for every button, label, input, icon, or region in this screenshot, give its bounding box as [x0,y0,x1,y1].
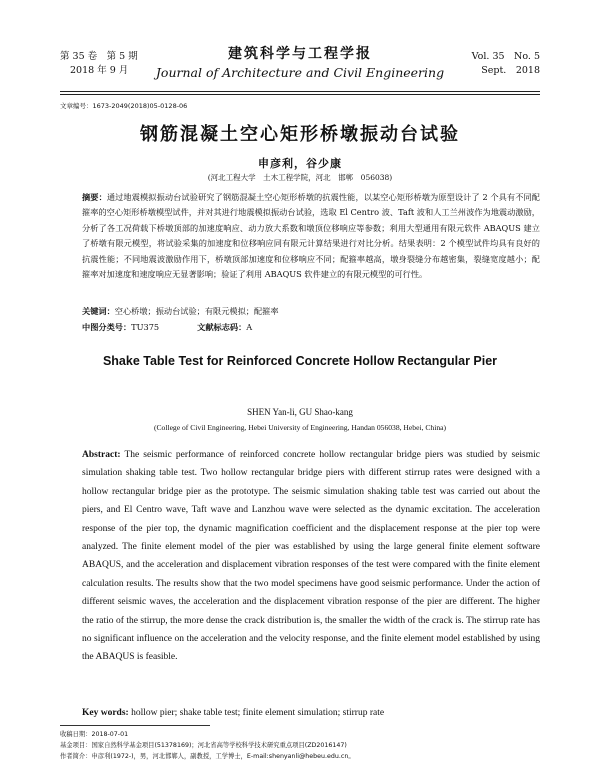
journal-name-en: Journal of Architecture and Civil Engineering [155,65,445,80]
header-rule-top [60,91,540,92]
footnote-received: 收稿日期：2018-07-01 [60,731,129,738]
keywords-en-label: Key words: [82,708,129,718]
keywords-cn [82,304,540,318]
keywords-en [82,706,540,720]
affiliation-cn: (河北工程大学 土木工程学院，河北 邯郸 056038) [207,173,393,182]
title-cn: 钢筋混凝土空心矩形桥墩振动台试验 [140,124,460,145]
date-en: Sept. 2018 [481,65,540,76]
doc-code-label: 文献标志码： [197,322,247,332]
keywords-cn-label: 关键词： [82,306,115,316]
abstract-en [82,446,540,667]
header-right [472,50,540,78]
journal-header [60,40,540,90]
abstract-en-label: Abstract: [82,450,121,460]
journal-name-cn: 建筑科学与工程学报 [228,46,372,62]
article-number: 文章编号：1673-2049(2018)05-0128-06 [60,102,188,110]
footnote-rule [60,725,210,726]
date-cn: 2018 年 9 月 [70,65,129,76]
abstract-cn-text: 通过地震模拟振动台试验研究了钢筋混凝土空心矩形桥墩的抗震性能，以某空心矩形桥墩为原型设计了 2 个具有不同配箍率的空心矩形桥墩模型试件，并对其进行地震模拟振动台试验，选取 El Centro 波、Taft 波和人工兰州波作为地震动激励，分析了各工况荷载下桥墩顶部的加速度响应、动力放大系数和墩顶位移响应等参数；利用大型通用有限元软件 ABAQUS 建立了桥墩有限元模型，将试验采集的加速度和位移响应同有限元计算结果进行对比分析。结果表明：2 个模型试件均具有良好的抗震性能；不同地震波激励作用下，桥墩顶部加速度和位移响应不同；配箍率越高，墩身裂缝分布越密集，裂缝宽度越小；配箍率对加速度和速度响应无显著影响；验证了利用 ABAQUS 软件建立的有限元模型的可行性。 [82,192,540,280]
doc-code-value: A [246,322,253,332]
authors-cn: 申彦利，谷少康 [258,157,342,170]
header-rule-bottom [60,94,540,95]
classification-label: 中图分类号： [82,322,132,332]
footnote-funding: 基金项目：国家自然科学基金项目(51378169)；河北省高等学校科学技术研究重点项目(ZD2016147) [60,742,347,749]
volume-issue-en: Vol. 35 No. 5 [471,51,540,62]
footnote-author: 作者简介：申彦利(1972-)，男，河北邯郸人，副教授，工学博士，E-mail:shenyanli@hebeu.edu.cn。 [60,753,355,760]
abstract-cn-label: 摘要： [82,192,107,202]
classification-value: TU375 [131,322,160,332]
keywords-en-text: hollow pier; shake table test; finite element simulation; stirrup rate [131,708,385,718]
abstract-cn [82,190,540,282]
keywords-cn-text: 空心桥墩；振动台试验；有限元模拟；配箍率 [114,306,279,316]
affiliation-en: (College of Civil Engineering, Hebei University of Engineering, Handan 056038, Hebei, China) [153,423,447,432]
footnotes [60,729,540,762]
authors-en: SHEN Yan-li, GU Shao-kang [247,407,353,417]
header-center [60,44,540,82]
title-en: Shake Table Test for Reinforced Concrete Hollow Rectangular Pier [102,354,498,368]
classification-line [82,320,540,334]
abstract-en-text: The seismic performance of reinforced concrete hollow rectangular bridge piers was studied by seismic simulation shaking table test. Two hollow rectangular bridge piers with different stirrup rates were designed with a hollow rectangular bridge pier as the prototype. The seismic simulation shaking table test was carried out about the piers, and El Centro wave, Taft wave and Lanzhou wave were selected as the dynamic excitation. The acceleration response of the pier top, the dynamic magnification coefficient and the displacement response at the pier top were analyzed. The finite element model of the pier was established by using the large general finite element software ABAQUS, and the acceleration and displacement vibration responses of the test were compared with the finite element calculation results. The results show that the two model specimens have good seismic performance. Under the action of different seismic waves, the acceleration and the displacement vibration response of the pier are different. The higher the ratio of the stirrup, the more dense the crack distribution is, the smaller the width of the crack is. The stirrup rate has no significant influence on the acceleration and the velocity response, and the finite element model established by using the ABAQUS is feasible. [82,450,540,663]
volume-issue-cn: 第 35 卷 第 5 期 [60,51,138,62]
